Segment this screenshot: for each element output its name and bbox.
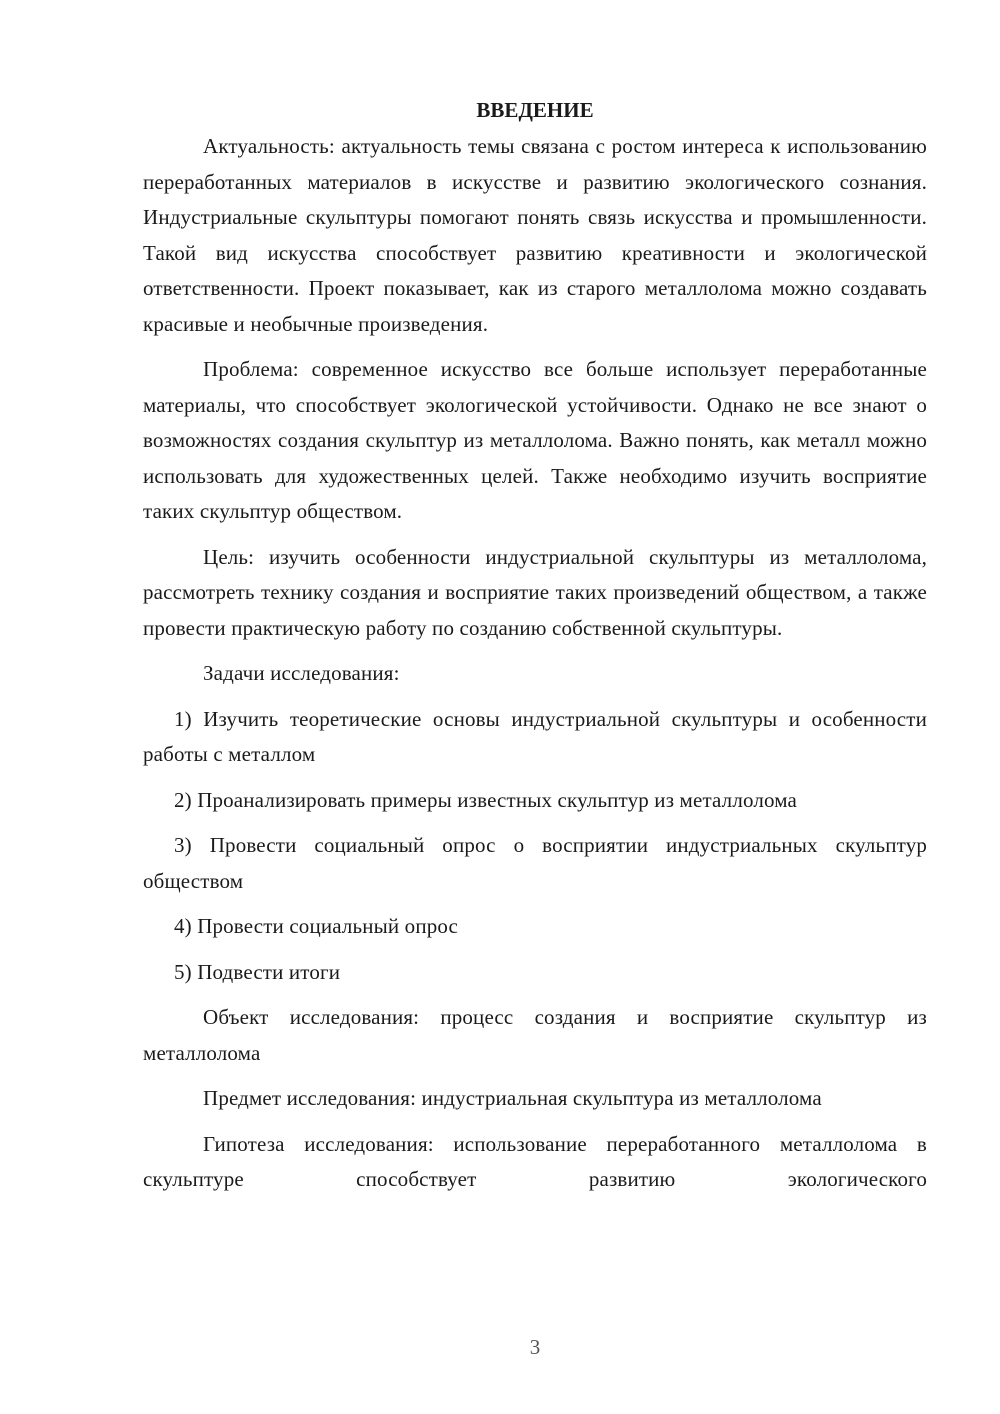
document-page xyxy=(143,95,927,1208)
goal-paragraph: Цель: изучить особенности индустриальной скульптуры из металлолома, рассмотреть технику создания и восприятие таких произведений обществом, а также провести практическую работу по созданию собственной скульптуры. xyxy=(143,544,927,640)
object-paragraph: Объект исследования: процесс создания и восприятие скульптур из металлолома xyxy=(143,1005,927,1065)
task-item-3: 3) Провести социальный опрос о восприятии индустриальных скульптур обществом xyxy=(143,833,927,893)
task-item-2: 2) Проанализировать примеры известных скульптур из металлолома xyxy=(174,787,797,812)
tasks-heading: Задачи исследования: xyxy=(203,661,400,685)
task-item-1: 1) Изучить теоретические основы индустриальной скульптуры и особенности работы с металлом xyxy=(143,706,927,766)
task-item-4: 4) Провести социальный опрос xyxy=(174,914,459,938)
section-title: ВВЕДЕНИЕ xyxy=(476,98,594,122)
page-number: 3 xyxy=(529,1335,541,1359)
relevance-paragraph: Актуальность: актуальность темы связана с ростом интереса к использованию переработанных материалов в искусстве и развитию экологического сознания. Индустриальные скульптуры помогают понять связь искусства и промышленности. Такой вид искусства способствует развитию креативности и экологической ответственности. Проект показывает, как из старого металлолома можно создавать красивые и необычные произведения. xyxy=(143,134,927,336)
hypothesis-paragraph: Гипотеза исследования: использование переработанного металлолома в скульптуре способствует развитию экологического xyxy=(143,1131,927,1191)
subject-paragraph: Предмет исследования: индустриальная скульптура из металлолома xyxy=(203,1086,822,1110)
problem-paragraph: Проблема: современное искусство все больше использует переработанные материалы, что способствует экологической устойчивости. Однако не все знают о возможностях создания скульптур из металлолома. Важно понять, как металл можно использовать для художественных целей. Также необходимо изучить восприятие таких скульптур обществом. xyxy=(143,357,927,523)
task-item-5: 5) Подвести итоги xyxy=(174,959,341,984)
